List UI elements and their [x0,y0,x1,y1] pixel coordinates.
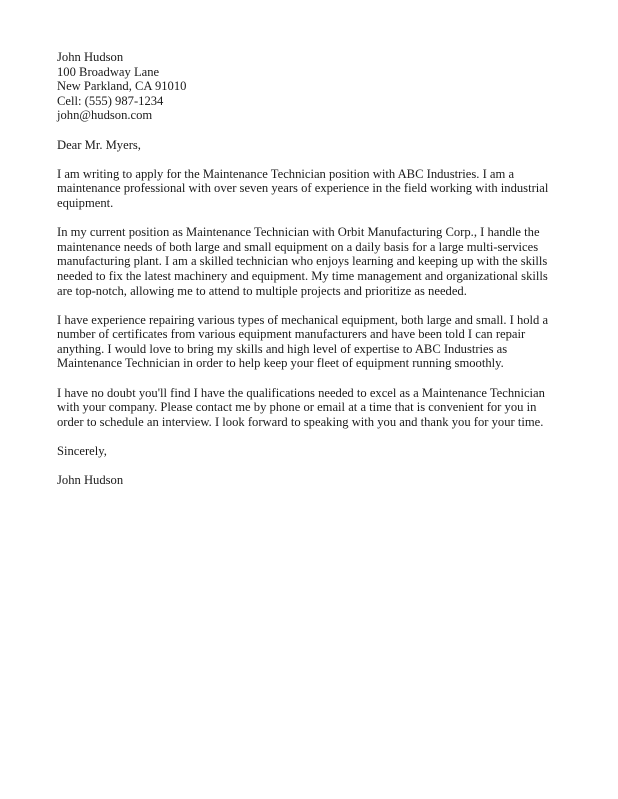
sender-phone: Cell: (555) 987-1234 [57,93,164,108]
sender-address-line1: 100 Broadway Lane [57,64,160,79]
sender-contact-block [57,50,565,123]
cover-letter [57,50,565,488]
body-paragraph-3: I have experience repairing various types of mechanical equipment, both large and small. I hold a number of certificates from various equipment manufacturers and have been told I can repair anything. I would love to bring my skills and high level of expertise to ABC Industries as Maintenance Technician in order to help keep your fleet of equipment running smoothly. [57,312,549,371]
sender-name: John Hudson [57,50,124,64]
salutation: Dear Mr. Myers, [57,137,141,152]
body-paragraph-4: I have no doubt you'll find I have the qualifications needed to excel as a Maintenance Technician with your company. Please contact me by phone or email at a time that is convenient for you in order to schedule an interview. I look forward to speaking with you and thank you for your time. [57,385,545,429]
body-paragraph-1: I am writing to apply for the Maintenance Technician position with ABC Industries. I am a maintenance professional with over seven years of experience in the field working with industrial equipment. [57,166,549,210]
signature-name: John Hudson [57,473,124,488]
sender-email: john@hudson.com [57,108,153,123]
sender-address-line2: New Parkland, CA 91010 [57,79,187,94]
body-paragraph-2: In my current position as Maintenance Technician with Orbit Manufacturing Corp., I handle the maintenance needs of both large and small equipment on a daily basis for a large multi-services manufacturing plant. I am a skilled technician who enjoys learning and keeping up with the skills needed to fix the latest machinery and equipment. My time management and organizational skills are top-notch, allowing me to attend to multiple projects and prioritize as needed. [57,225,548,298]
closing: Sincerely, [57,444,107,459]
